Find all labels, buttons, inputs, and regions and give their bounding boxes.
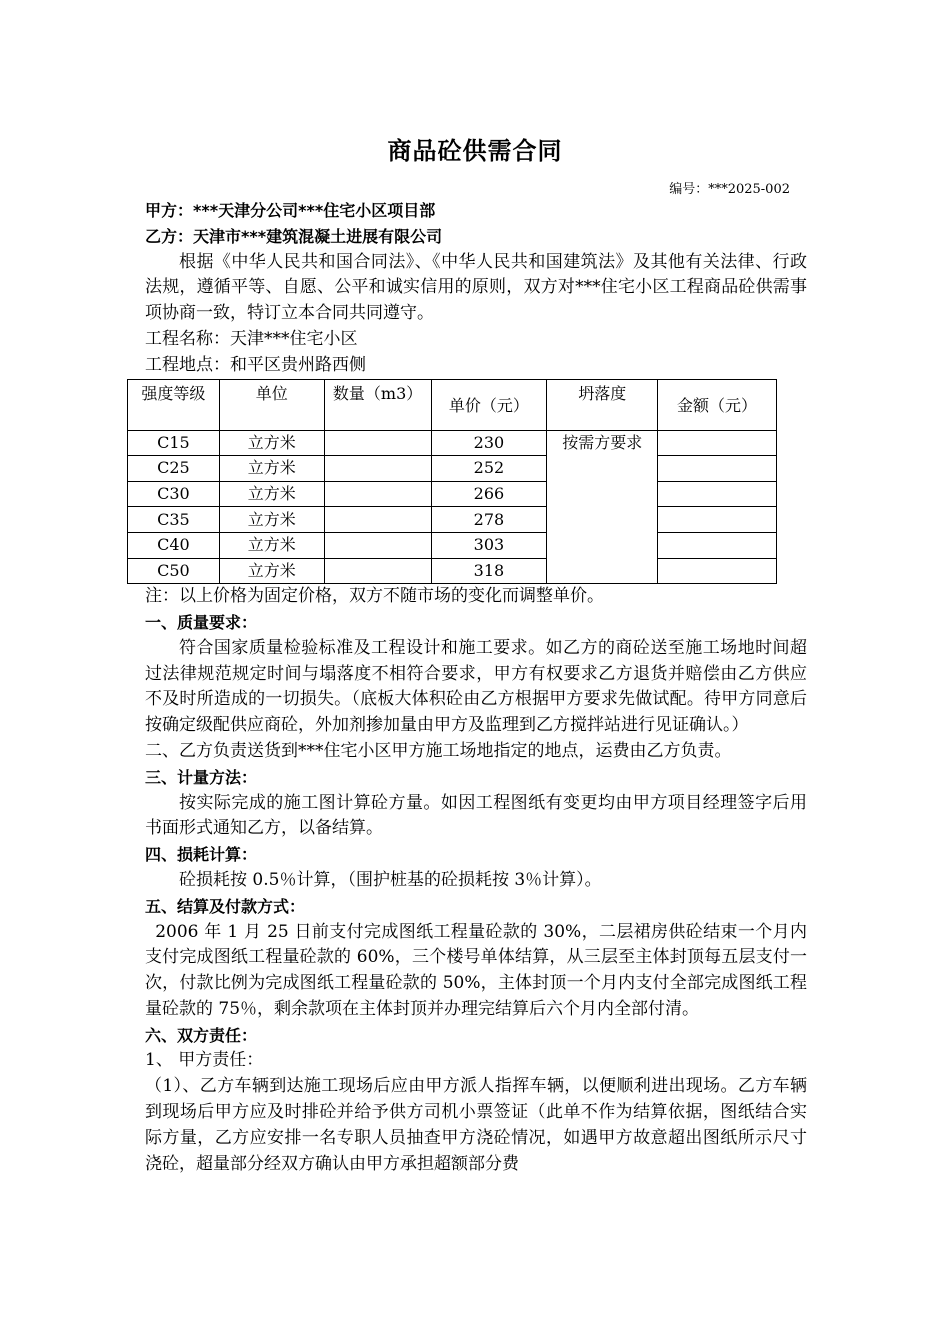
cell-amount <box>658 507 777 533</box>
intro-paragraph: 根据《中华人民共和国合同法》、《中华人民共和国建筑法》及其他有关法律、行政法规，遵循平等、自愿、公平和诚实信用的原则，双方对***住宅小区工程商品砼供需事项协商一致，特订立本合同共同遵守。 <box>145 251 807 324</box>
document-number: 编号：***2025-002 <box>669 182 790 197</box>
section-payment-body: 2006 年 1 月 25 日前支付完成图纸工程量砼款的 30%，二层裙房供砼结束一个月内支付完成图纸工程量砼款的 60%，三个楼号单体结算，从三层至主体封顶每五层支付一次，付款比例为完成图纸工程量砼款的 50%，主体封顶一个月内支付全部完成图纸工程量砼款的 75％，剩余款项在主体封顶并办理完结算后六个月内全部付清。 <box>145 921 807 1019</box>
header-grade: 强度等级 <box>128 379 220 430</box>
table-row <box>128 558 777 584</box>
cell-quantity <box>324 558 431 584</box>
cell-grade: C35 <box>128 507 220 533</box>
section-duties-party-a: 1、 甲方责任： <box>145 1050 264 1071</box>
cell-unit: 立方米 <box>219 507 324 533</box>
table-row <box>128 456 777 482</box>
price-table <box>127 379 777 585</box>
cell-quantity <box>324 481 431 507</box>
party-b: 乙方：天津市***建筑混凝土进展有限公司 <box>145 226 443 246</box>
section-measure-title: 三、计量方法： <box>145 767 258 787</box>
section-delivery: 二、乙方负责送货到***住宅小区甲方施工场地指定的地点，运费由乙方负责。 <box>145 740 732 761</box>
cell-amount <box>658 456 777 482</box>
section-duties-title: 六、双方责任： <box>145 1025 258 1045</box>
table-row <box>128 481 777 507</box>
table-header-row <box>128 379 777 430</box>
cell-unit: 立方米 <box>219 558 324 584</box>
cell-quantity <box>324 456 431 482</box>
cell-unit: 立方米 <box>219 481 324 507</box>
cell-grade: C50 <box>128 558 220 584</box>
header-price: 单价（元） <box>431 379 547 430</box>
header-unit: 单位 <box>219 379 324 430</box>
cell-amount <box>658 481 777 507</box>
section-loss-body: 砼损耗按 0.5％计算，（围护桩基的砼损耗按 3％计算）。 <box>179 869 602 890</box>
section-duties-item-1: （1）、乙方车辆到达施工现场后应由甲方派人指挥车辆，以便顺利进出现场。乙方车辆到现场后甲方应及时排砼并给予供方司机小票签证（此单不作为结算依据，图纸结合实际方量，乙方应安排一名专职人员抽查甲方浇砼情况，如遇甲方故意超出图纸所示尺寸浇砼，超量部分经双方确认由甲方承担超额部分费 <box>145 1076 807 1174</box>
party-a: 甲方：***天津分公司***住宅小区项目部 <box>145 201 436 220</box>
section-payment-title: 五、结算及付款方式： <box>145 896 306 916</box>
table-row <box>128 532 777 558</box>
cell-quantity <box>324 532 431 558</box>
table-row <box>128 507 777 533</box>
section-measure-body: 按实际完成的施工图计算砼方量。如因工程图纸有变更均由甲方项目经理签字后用书面形式通知乙方，以备结算。 <box>145 792 807 839</box>
cell-unit: 立方米 <box>219 532 324 558</box>
section-loss-title: 四、损耗计算： <box>145 845 258 865</box>
section-quality-title: 一、质量要求： <box>145 612 258 632</box>
cell-price: 230 <box>431 430 547 456</box>
document-title: 商品砼供需合同 <box>387 137 563 165</box>
cell-amount <box>658 558 777 584</box>
header-amount: 金额（元） <box>658 379 777 430</box>
cell-unit: 立方米 <box>219 456 324 482</box>
section-quality-body: 符合国家质量检验标准及工程设计和施工要求。如乙方的商砼送至施工场地时间超过法律规范规定时间与塌落度不相符合要求，甲方有权要求乙方退货并赔偿由乙方供应不及时所造成的一切损失。（底板大体积砼由乙方根据甲方要求先做试配。待甲方同意后按确定级配供应商砼，外加剂掺加量由甲方及监理到乙方搅拌站进行见证确认。） <box>145 637 807 736</box>
cell-price: 252 <box>431 456 547 482</box>
table-note: 注：以上价格为固定价格，双方不随市场的变化而调整单价。 <box>145 586 604 607</box>
project-name: 工程名称：天津***住宅小区 <box>145 328 358 349</box>
project-location: 工程地点：和平区贵州路西侧 <box>145 354 366 375</box>
cell-price: 278 <box>431 507 547 533</box>
header-quantity: 数量（m3） <box>324 379 431 430</box>
cell-grade: C15 <box>128 430 220 456</box>
document-body <box>141 198 807 1177</box>
cell-unit: 立方米 <box>219 430 324 456</box>
cell-amount <box>658 430 777 456</box>
cell-price: 303 <box>431 532 547 558</box>
cell-slump: 按需方要求 <box>547 430 658 584</box>
header-slump: 坍落度 <box>547 379 658 430</box>
cell-price: 318 <box>431 558 547 584</box>
cell-quantity <box>324 430 431 456</box>
cell-grade: C25 <box>128 456 220 482</box>
cell-amount <box>658 532 777 558</box>
cell-quantity <box>324 507 431 533</box>
table-row <box>128 430 777 456</box>
cell-grade: C30 <box>128 481 220 507</box>
cell-grade: C40 <box>128 532 220 558</box>
cell-price: 266 <box>431 481 547 507</box>
